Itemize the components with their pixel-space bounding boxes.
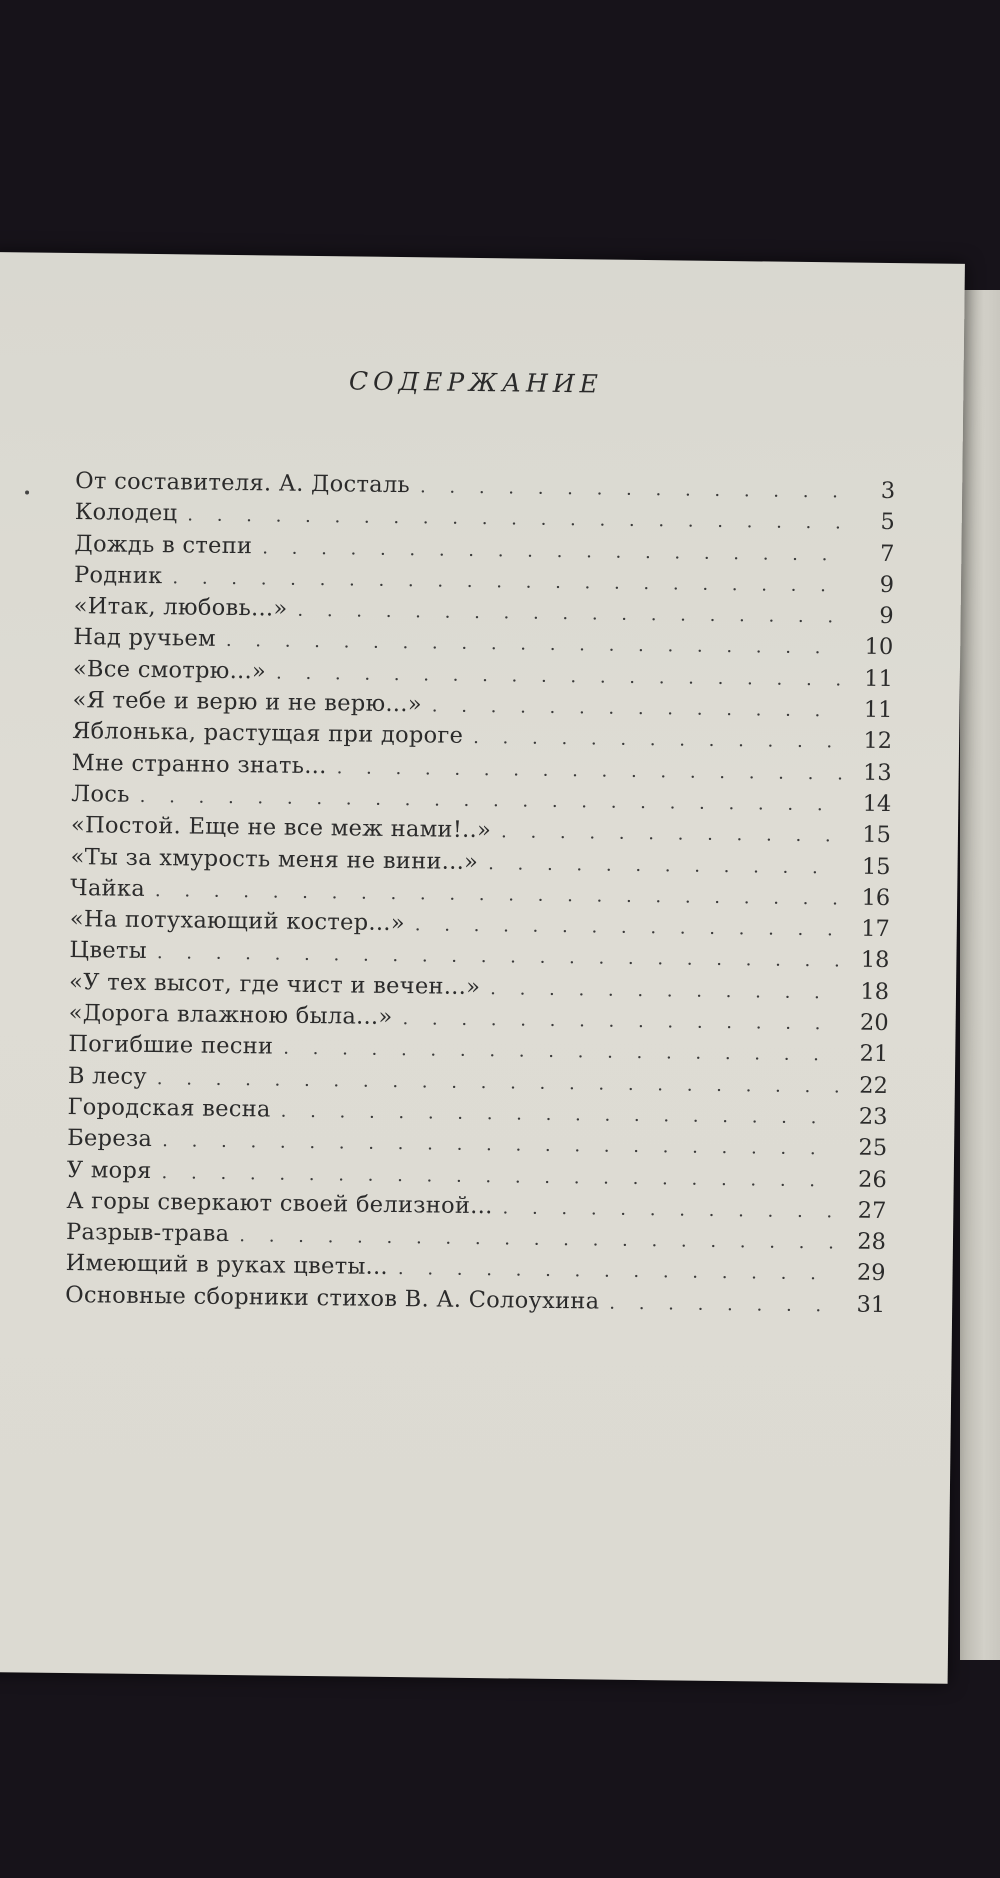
toc-entry-title: Разрыв-трава <box>65 1219 230 1248</box>
toc-entry-title: «На потухающий костер...» <box>69 906 406 937</box>
toc-entry-title: Имеющий в руках цветы... <box>65 1250 389 1281</box>
toc-entry-page-number: 10 <box>864 634 894 661</box>
toc-entry-title: Лось <box>71 781 130 808</box>
toc-entry-title: Погибшие песни <box>68 1031 274 1060</box>
toc-entry-page-number: 11 <box>864 665 894 692</box>
dot-leader <box>187 505 847 534</box>
dot-leader <box>283 1038 840 1066</box>
toc-entry-page-number: 13 <box>862 759 892 786</box>
dot-leader <box>420 476 847 502</box>
toc-entry-page-number: 9 <box>879 571 895 598</box>
page-speck <box>25 490 29 494</box>
dot-leader <box>281 1101 840 1129</box>
toc-entry-page-number: 17 <box>860 915 890 943</box>
toc-entry-page-number: 3 <box>880 477 896 505</box>
dot-leader <box>488 853 843 878</box>
toc-entry-title: «У тех высот, где чист и вечен...» <box>68 968 481 1000</box>
toc-entry-page-number: 26 <box>857 1166 887 1193</box>
toc-entry-title: Чайка <box>70 874 146 902</box>
toc-entry-title: «Постой. Еще не все меж нами!..» <box>70 812 492 844</box>
dot-leader <box>155 880 842 909</box>
toc-entry-title: Дождь в степи <box>74 530 253 559</box>
toc-entry-page-number: 16 <box>861 884 891 911</box>
toc-entry-title: Основные сборники стихов В. А. Солоухина <box>65 1281 600 1315</box>
toc-entry-title: «Ты за хмурость меня не вини...» <box>70 843 479 875</box>
dot-leader <box>162 1130 839 1159</box>
toc-entry-page-number: 29 <box>856 1260 886 1287</box>
toc-entry-page-number: 5 <box>880 509 895 536</box>
toc-entry-title: Родник <box>73 561 163 590</box>
toc-entry-page-number: 28 <box>857 1228 887 1256</box>
toc-entry-page-number: 18 <box>860 978 890 1005</box>
dot-leader <box>501 822 843 847</box>
toc-entry-title: Над ручьем <box>73 624 217 653</box>
dot-leader <box>162 1162 839 1191</box>
toc-entry-page-number: 31 <box>856 1291 886 1318</box>
next-page-edge <box>960 290 1000 1660</box>
dot-leader <box>262 537 846 565</box>
dot-leader <box>172 567 846 596</box>
toc-entry-page-number: 22 <box>859 1072 889 1099</box>
toc-entry-title: Колодец <box>74 499 178 527</box>
dot-leader <box>473 727 844 753</box>
dot-leader <box>239 1225 838 1253</box>
toc-entry-page-number: 11 <box>863 696 893 724</box>
dot-leader <box>337 757 844 784</box>
dot-leader <box>432 696 845 722</box>
dot-leader <box>502 1197 838 1222</box>
toc-entry-title: Яблонька, растущая при дороге <box>71 718 464 750</box>
toc-entry-title: Цветы <box>69 937 148 965</box>
toc-entry-title: «Все смотрю...» <box>72 655 267 685</box>
toc-entry-page-number: 18 <box>860 947 890 974</box>
dot-leader <box>415 914 842 940</box>
toc-entry-title: Береза <box>67 1125 153 1153</box>
toc-entry-title: У моря <box>66 1156 152 1184</box>
page-title: СОДЕРЖАНИЕ <box>348 366 604 399</box>
toc-entry-title: «Я тебе и верю и не верю...» <box>72 687 423 718</box>
book-page <box>0 252 965 1684</box>
dot-leader <box>157 1068 840 1097</box>
toc-entry-title: Городская весна <box>67 1093 271 1123</box>
toc-entry-page-number: 27 <box>857 1197 887 1224</box>
toc-entry-page-number: 15 <box>862 821 892 849</box>
dot-leader <box>398 1258 838 1284</box>
dot-leader <box>226 630 846 659</box>
dot-leader <box>609 1292 837 1316</box>
dot-leader <box>140 786 844 816</box>
toc-entry-title: «Дорога влажною была...» <box>68 1000 393 1031</box>
toc-entry-title: А горы сверкают своей белизной... <box>66 1187 493 1220</box>
toc-entry-page-number: 21 <box>859 1041 889 1068</box>
dot-leader <box>402 1008 840 1034</box>
table-of-contents <box>65 468 895 1323</box>
toc-entry-page-number: 12 <box>863 728 893 755</box>
toc-entry-page-number: 15 <box>861 853 891 880</box>
toc-entry-page-number: 14 <box>862 790 892 818</box>
toc-entry-page-number: 25 <box>858 1134 888 1162</box>
toc-entry-page-number: 23 <box>858 1103 888 1130</box>
toc-entry-page-number: 9 <box>879 603 894 630</box>
dot-leader <box>297 600 845 628</box>
toc-entry-page-number: 20 <box>859 1009 889 1037</box>
toc-entry-title: От составителя. А. Досталь <box>75 468 411 499</box>
toc-entry-page-number: 7 <box>879 540 895 567</box>
toc-entry-title: «Итак, любовь...» <box>73 593 288 622</box>
dot-leader <box>276 662 845 690</box>
dot-leader <box>490 978 841 1003</box>
toc-entry-title: В лесу <box>67 1062 148 1090</box>
toc-entry-title: Мне странно знать... <box>71 749 327 779</box>
dot-leader <box>157 943 842 972</box>
